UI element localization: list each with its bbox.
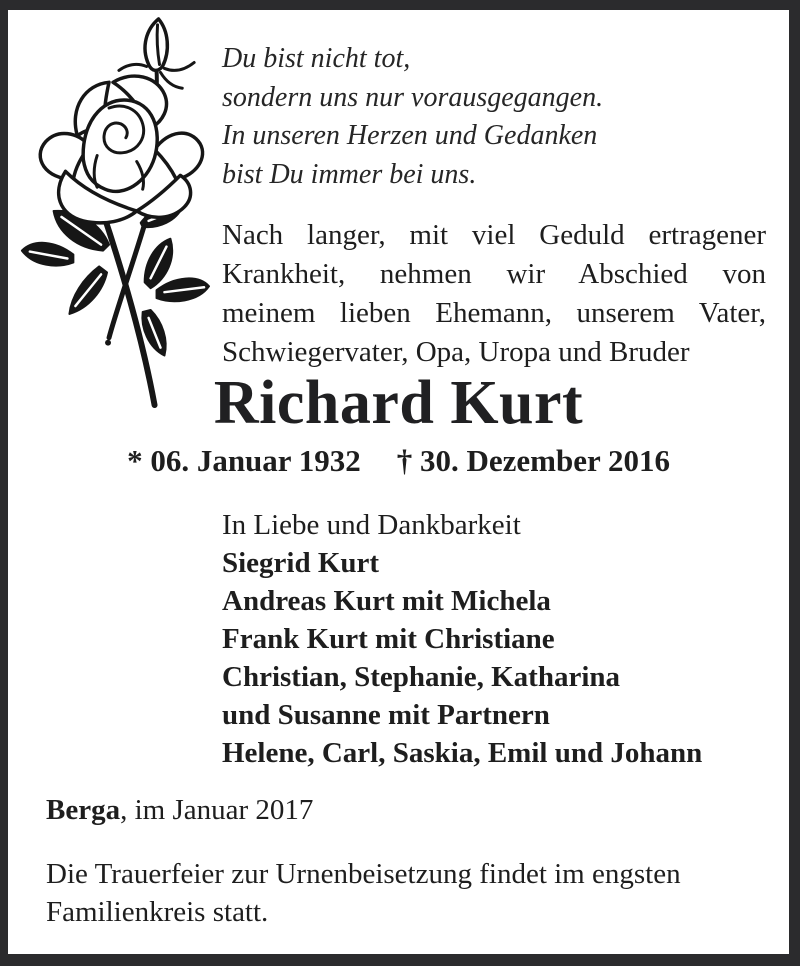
place-date-line — [46, 792, 313, 828]
announcement-line: meinem lieben Ehemann, unserem Vater, — [222, 297, 766, 329]
obituary-paper — [8, 10, 789, 954]
mourners-intro: In Liebe und Dankbarkeit — [222, 509, 521, 541]
mourner-name: Helene, Carl, Saskia, Emil und Johann — [222, 737, 703, 769]
poem-line: Du bist nicht tot, — [222, 43, 411, 74]
announcement-line: Nach langer, mit viel Geduld ertragener — [222, 219, 766, 251]
rose-illustration — [12, 12, 210, 410]
mourner-name: Andreas Kurt mit Michela — [222, 585, 551, 617]
birth-date: * 06. Januar 1932 — [127, 443, 361, 478]
poem-line: bist Du immer bei uns. — [222, 158, 477, 190]
memorial-poem — [222, 40, 603, 194]
poem-line: sondern uns nur vorausgegangen. — [222, 81, 604, 113]
funeral-line: Die Trauerfeier zur Urnenbeisetzung findet im engsten — [46, 858, 681, 890]
announcement-line: Krankheit, nehmen wir Abschied von — [222, 258, 766, 290]
mourners-list — [222, 506, 702, 772]
funeral-line: Familienkreis statt. — [46, 896, 269, 928]
mourner-name: und Susanne mit Partnern — [222, 699, 550, 731]
death-announcement — [222, 216, 766, 372]
place-date-suffix: , im Januar 2017 — [120, 794, 314, 826]
place-name: Berga — [46, 794, 121, 826]
death-date: † 30. Dezember 2016 — [396, 443, 670, 478]
mourner-name: Frank Kurt mit Christiane — [222, 623, 555, 655]
deceased-name: Richard Kurt — [213, 369, 584, 437]
mourner-name: Siegrid Kurt — [222, 547, 380, 579]
life-dates — [8, 444, 789, 478]
funeral-notice — [46, 855, 681, 931]
poem-line: In unseren Herzen und Gedanken — [222, 120, 598, 151]
announcement-line: Schwiegervater, Opa, Uropa und Bruder — [222, 336, 690, 368]
mourner-name: Christian, Stephanie, Katharina — [222, 661, 620, 693]
